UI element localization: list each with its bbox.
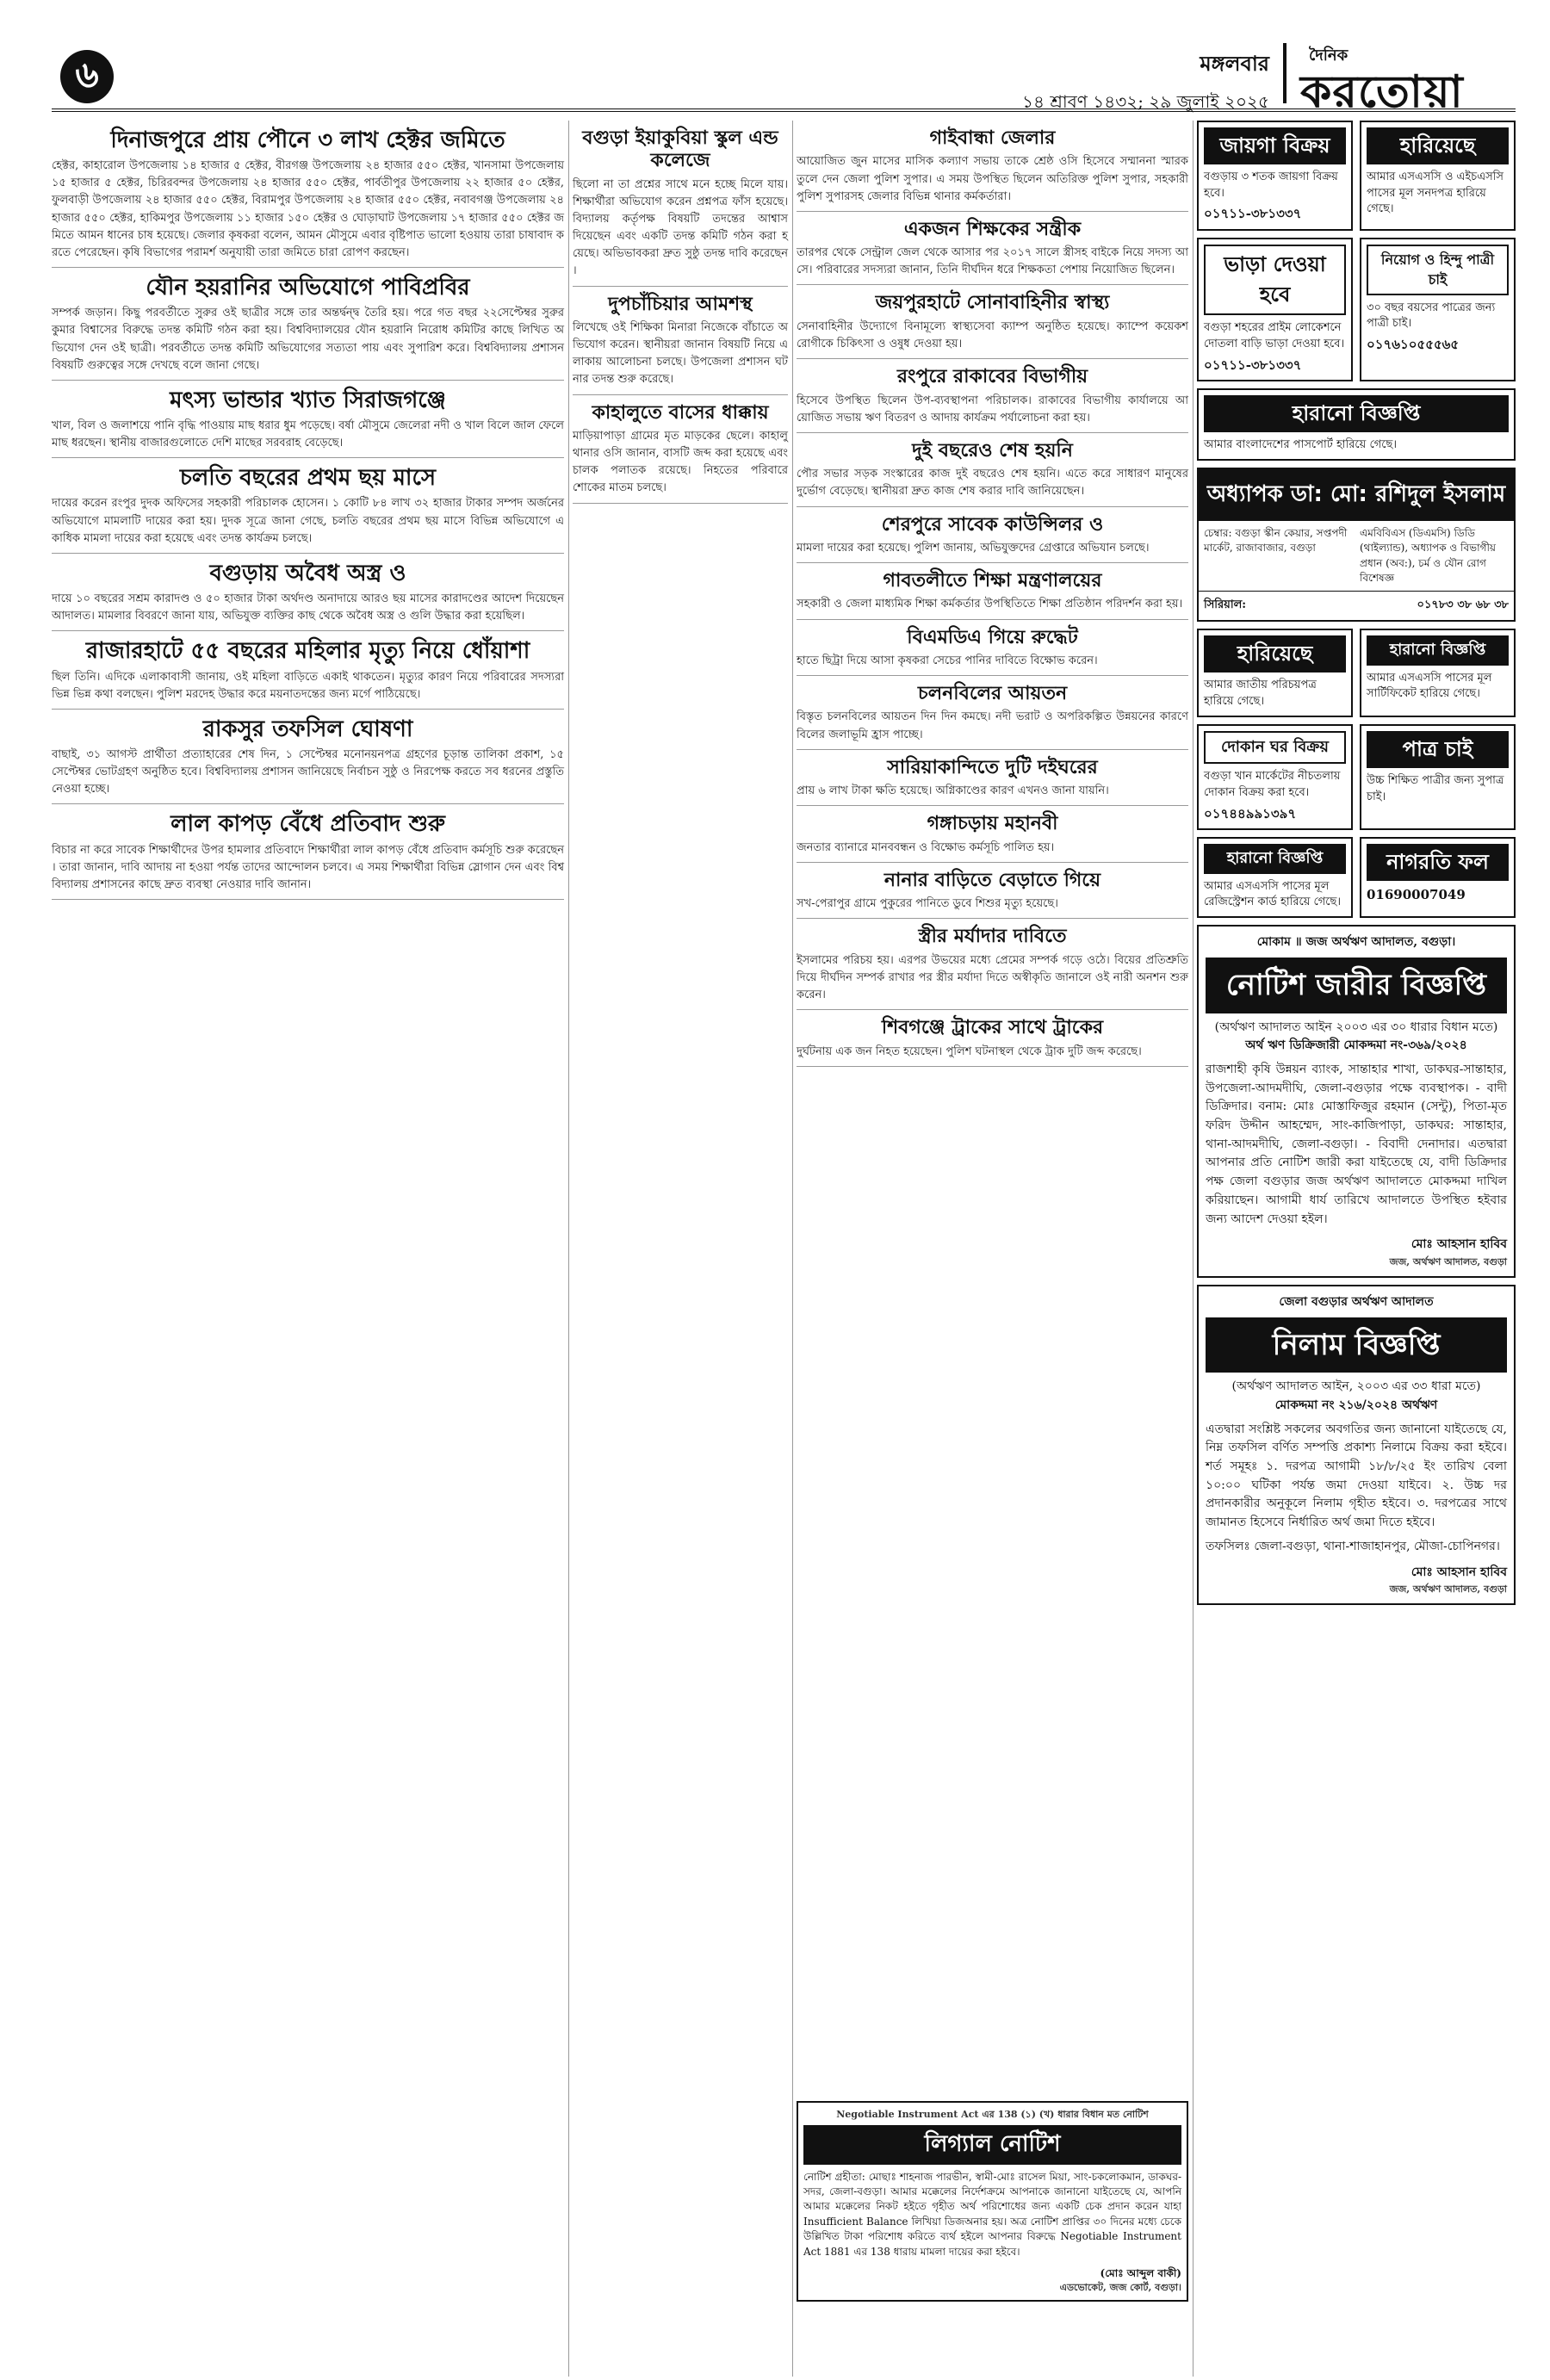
ad-title: হারানো বিজ্ঞপ্তি <box>1367 635 1509 665</box>
story-headline: একজন শিক্ষকের সন্ত্রীক <box>903 218 1082 240</box>
notice-case: মোকদ্দমা নং ২১৬/২০২৪ অর্থঋণ <box>1274 1398 1438 1412</box>
story-body: খাল, বিল ও জলাশয়ে পানি বৃদ্ধি পাওয়ায় মাছ ধরার ধুম পড়েছে। বর্ষা মৌসুমে জেলেরা নদী ও খাল বিলে জাল ফেলে মাছ ধরছেন। স্থানীয় বাজারগুলোতে দেশি মাছের সরবরাহ বেড়েছে। <box>52 418 564 450</box>
story-headline: নানার বাড়িতে বেড়াতে গিয়ে <box>884 869 1101 891</box>
news-story <box>573 287 788 395</box>
doctor-name: অধ্যাপক ডা: মো: রশিদুল ইসলাম <box>1199 469 1514 521</box>
story-headline: শেরপুরে সাবেক কাউন্সিলর ও <box>881 513 1104 536</box>
doctor-phone: ০১৭৮৩ ৩৮ ৬৮ ৩৮ <box>1417 598 1509 612</box>
ad-text: উচ্চ শিক্ষিত পাত্রীর জন্য সুপাত্র চাই। <box>1367 773 1504 803</box>
notice-title: নিলাম বিজ্ঞপ্তি <box>1206 1317 1507 1373</box>
story-body: হেক্টর, কাহারোল উপজেলায় ১৪ হাজার ৫ হেক্টর, বীরগঞ্জ উপজেলায় ২৪ হাজার ৫৫০ হেক্টর, খানসামা উপজেলায় ১৫ হাজার ৫ হেক্টর, চিরিরবন্দর উপজেলায় ২৪ হাজার ৫৫০ হেক্টর, পার্বতীপুর উপজেলায় ২২ হাজার ৫০ হেক্টর, ফুলবাড়ী উপজেলায় ২৪ হাজার ৫৫০ হেক্টর, বিরামপুর উপজেলায় ২৪ হাজার ৫৫০ হেক্টর, নবাবগঞ্জ উপজেলায় ২৪ হাজার ৫৫০ হেক্টর, হাকিমপুর উপজেলায় ১১ হাজার ১৫০ হেক্টর ও ঘোড়াঘাট উপজেলায় ১৭ হাজার ৫৫০ হেক্টর জমিতে আমন ধানের চাষ হয়েছে। জেলার কৃষকরা বলেন, আমন মৌসুমে এবার বৃষ্টিপাত ভালো হওয়ায় তারা চাষাবাদ করতে পেরেছেন। কৃষি বিভাগের পরামর্শ অনুযায়ী তারা জমিতে চারা রোপণ করছেন। <box>52 159 564 259</box>
news-story <box>797 676 1188 750</box>
ad-text: আমার এসএসসি ও এইচএসসি পাসের মূল সনদপত্র হারিয়ে গেছে। <box>1367 170 1504 216</box>
news-story <box>797 212 1188 286</box>
ad-lost-2 <box>1197 629 1353 716</box>
story-body: ছিলো না তা প্রশ্নের সাথে মনে হচ্ছে মিলে যায়। শিক্ষার্থীরা অভিযোগ করেন প্রশ্নপত্র ফাঁস হয়েছে। বিদ্যালয় কর্তৃপক্ষ বিষয়টি তদন্তের আশ্বাস দিয়েছেন এবং একটি তদন্ত কমিটি গঠন করা হয়েছে। অভিভাবকরা দ্রুত সুষ্ঠু তদন্ত দাবি করেছেন। <box>573 177 788 278</box>
story-headline: গাইবান্ধা জেলার <box>929 127 1056 149</box>
logo-small: দৈনিক <box>1309 46 1348 65</box>
ad-shop-sale <box>1197 724 1353 831</box>
ad-title: ভাড়া দেওয়া হবে <box>1204 245 1346 315</box>
legal-notice-title: লিগ্যাল নোটিশ <box>803 2125 1181 2165</box>
story-headline: দুপচাঁচিয়ার আমশস্থ <box>608 293 753 315</box>
notice-head: জেলা বগুড়ার অর্থঋণ আদালত <box>1279 1294 1434 1309</box>
story-body: সেনাবাহিনীর উদ্যোগে বিনামূল্যে স্বাস্থ্যসেবা ক্যাম্প অনুষ্ঠিত হয়েছে। ক্যাম্পে কয়েকশ রোগীকে চিকিৎসা ও ওষুধ দেওয়া হয়। <box>797 319 1188 351</box>
story-body: সহকারী ও জেলা মাধ্যমিক শিক্ষা কর্মকর্তার উপস্থিতিতে শিক্ষা প্রতিষ্ঠান পরিদর্শন করা হয়। <box>797 598 1183 611</box>
page-number: ৬ <box>60 50 114 103</box>
ad-text: আমার এসএসসি পাসের মূল সার্টিফিকেট হারিয়ে গেছে। <box>1367 671 1492 701</box>
story-headline: কাহালুতে বাসের ধাক্কায় <box>592 401 769 424</box>
ad-text: ৩০ বছর বয়সের পাত্রের জন্য পাত্রী চাই। <box>1367 301 1496 331</box>
news-story <box>797 620 1188 677</box>
story-body: মাড়িয়াপাড়া গ্রামের মৃত মাড়কের ছেলে। কাহালু থানার ওসি জানান, বাসটি জব্দ করা হয়েছে এবং চালক পলাতক রয়েছে। নিহতের পরিবারে শোকের মাতম চলছে। <box>573 429 788 495</box>
ad-text: বগুড়ায় ৩ শতক জায়গা বিক্রয় হবে। <box>1204 170 1338 200</box>
news-story <box>797 919 1188 1010</box>
story-body: হাতে ছিট্রা দিয়ে আসা কৃষকরা সেচের পানির দাবিতে বিক্ষোভ করেন। <box>797 654 1098 667</box>
news-story <box>52 804 564 900</box>
ad-title: হারিয়েছে <box>1204 635 1346 672</box>
masthead-day: মঙ্গলবার <box>1200 51 1269 76</box>
news-story <box>52 268 564 381</box>
story-headline: গঙ্গাচড়ায় মহানবী <box>927 813 1058 835</box>
story-body: বাছাই, ৩১ আগস্ট প্রার্থীতা প্রত্যাহারের শেষ দিন, ১ সেপ্টেম্বর মনোনয়নপত্র গ্রহণের চূড়ান্ত তালিকা প্রকাশ, ১৫ সেপ্টেম্বর ভোটগ্রহণ অনুষ্ঠিত হবে। বিশ্ববিদ্যালয় প্রশাসন জানিয়েছে নির্বাচন সুষ্ঠু ও নিরপেক্ষ করতে সব ধরনের প্রস্তুতি নেওয়া হচ্ছে। <box>52 747 564 796</box>
notice-schedule: তফসিলঃ জেলা-বগুড়া, থানা-শাজাহানপুর, মৌজা-চোপিনগর। <box>1206 1539 1500 1553</box>
masthead <box>52 43 1516 118</box>
news-story <box>52 121 564 268</box>
notice-signer-title: জজ, অর্থঋণ আদালত, বগুড়া <box>1389 1255 1507 1267</box>
news-story <box>797 563 1188 620</box>
story-headline: জয়পুরহাটে সোনাবাহিনীর স্বাস্থ্য <box>875 292 1110 314</box>
ad-lost-3 <box>1360 629 1516 716</box>
notice-case: অর্থ ঋণ ডিক্রিজারী মোকদ্দমা নং-৩৬৯/২০২৪ <box>1245 1038 1467 1053</box>
ad-title: নাগরতি ফল <box>1367 844 1509 881</box>
legal-notice-signer: (মোঃ আব্দুল বাকী) <box>1100 2266 1181 2279</box>
column-rule <box>568 121 569 2377</box>
news-column-2 <box>573 121 788 504</box>
news-column-3 <box>797 121 1188 1067</box>
doctor-qualification: এমবিবিএস (ডিএমসি) ডিডি (থাইল্যান্ড), অধ্যাপক ও বিভাগীয় প্রধান (অব:), চর্ম ও যৌন রোগ বিশেষজ্ঞ <box>1360 526 1496 585</box>
story-headline: রংপুরে রাকাবের বিভাগীয় <box>896 366 1088 388</box>
ad-bride-wanted <box>1360 238 1516 381</box>
story-body: তারপর থেকে সেন্ট্রাল জেল থেকে আসার পর ২০১৭ সালে স্ত্রীসহ বাইকে নিয়ে সদস্য আসে। পরিবারের সদস্যরা জানান, তিনি দীর্ঘদিন ধরে শিক্ষকতা পেশায় নিয়োজিত ছিলেন। <box>797 246 1188 277</box>
story-body: সখ-পেরাপুর গ্রামে পুকুরের পানিতে ডুবে শিশুর মৃত্যু হয়েছে। <box>797 897 1058 911</box>
story-body: প্রায় ৬ লাখ টাকা ক্ষতি হয়েছে। অগ্নিকাণ্ডের কারণ এখনও জানা যায়নি। <box>797 784 1109 798</box>
logo-big: করতোয়া <box>1300 66 1464 118</box>
ad-phone: ০১৭৬১০৫৫৫৬৫ <box>1367 337 1460 353</box>
news-column-1 <box>52 121 564 900</box>
ad-row <box>1197 121 1516 238</box>
masthead-right <box>1022 43 1516 118</box>
news-story <box>52 381 564 458</box>
ad-text: বগুড়া শহরের প্রাইম লোকেশনে দোতলা বাড়ি ভাড়া দেওয়া হবে। <box>1204 320 1345 350</box>
ad-text: আমার এসএসসি পাসের মূল রেজিস্ট্রেশন কার্ড হারিয়ে গেছে। <box>1204 879 1342 909</box>
notice-sub: (অর্থঋণ আদালত আইন ২০০৩ এর ৩০ ধারার বিধান মতে) <box>1214 1020 1498 1034</box>
legal-notice-signer-title: এডভোকেট, জজ কোর্ট, বগুড়া। <box>1059 2282 1181 2294</box>
legal-notice-head: Negotiable Instrument Act এর 138 (১) (খ) ধারার বিধান মত নোটিশ <box>836 2109 1149 2120</box>
ad-lost-4 <box>1197 837 1353 918</box>
notice-title: নোটিশ জারীর বিজ্ঞপ্তি <box>1206 958 1507 1013</box>
news-story <box>52 631 564 709</box>
classified-ads <box>1197 121 1516 1612</box>
masthead-fulldate: ১৪ শ্রাবণ ১৪৩২; ২৯ জুলাই ২০২৫ <box>1022 91 1269 112</box>
story-headline: বগুড়া ইয়াকুবিয়া স্কুল এন্ড কলেজে <box>582 127 778 172</box>
ad-phone: ০১৭১১-৩৮১৩৩৭ <box>1204 206 1302 222</box>
notice-body: রাজশাহী কৃষি উন্নয়ন ব্যাংক, সান্তাহার শাখা, ডাকঘর-সান্তাহার, উপজেলা-আদমদীঘি, জেলা-বগুড়ার পক্ষে ব্যবস্থাপক। - বাদী ডিক্রিদার। বনাম: মোঃ মোস্তাফিজুর রহমান (সেন্টু), পিতা-মৃত ফরিদ উদ্দীন আহম্মেদ, সাং-কাজিপাড়া, ডাকঘর: সান্তাহার, থানা-আদমদীঘি, জেলা-বগুড়া। - বিবাদী দেনাদার। এতদ্বারা আপনার প্রতি নোটিশ জারী করা যাইতেছে যে, বাদী ডিক্রিদার পক্ষ জেলা বগুড়ার জজ অর্থঋণ আদালতে মোকদ্দমা দাখিল করিয়াছেন। আগামী ধার্য তারিখে আদালতে উপস্থিত হইবার জন্য আদেশ দেওয়া হইল। <box>1206 1063 1507 1226</box>
doctor-chamber: চেম্বার: বগুড়া স্কীন কেয়ার, সপ্তপদী মার্কেট, রাজাবাজার, বগুড়া <box>1204 526 1348 555</box>
legal-notice-body: নোটিশ গ্রহীতা: মোছাঃ শাহনাজ পারভীন, স্বামী-মোঃ রাসেল মিয়া, সাং-চকলোকমান, ডাকঘর-সদর, জেলা-বগুড়া। আমার মক্কেলের নির্দেশক্রমে আপনাকে জানানো যাইতেছে যে, আপনি আমার মক্কেলের নিকট হইতে গৃহীত অর্থ পরিশোধের জন্য একটি চেক প্রদান করেন যাহা Insufficient Balance লিখিয়া ডিজঅনার হয়। অত্র নোটিশ প্রাপ্তির ৩০ দিনের মধ্যে চেকে উল্লিখিত টাকা পরিশোধ করিতে ব্যর্থ হইলে আপনার বিরুদ্ধে Negotiable Instrument Act 1881 এর 138 ধারায় মামলা দায়ের করা হইবে। <box>803 2170 1181 2258</box>
story-body: লিখেছে ওই শিক্ষিকা মিনারা নিজেকে বাঁচাতে অভিযোগ করেন। স্থানীয়রা জানান বিষয়টি নিয়ে এলাকায় আলোচনা চলছে। উপজেলা প্রশাসন ঘটনার তদন্ত শুরু করেছে। <box>573 321 788 387</box>
ad-phone: 01690007049 <box>1367 887 1466 903</box>
notice-auction <box>1197 1285 1516 1605</box>
story-body: দায়ের করেন রংপুর দুদক অফিসের সহকারী পরিচালক হোসেন। ১ কোটি ৮৪ লাখ ৩২ হাজার টাকার সম্পদ অর্জনের অভিযোগে মামলাটি দায়ের করা হয়। দুদক সূত্রে জানা গেছে, চলতি বছরের প্রথম ছয় মাসে বিভিন্ন অভিযোগে একাধিক মামলা দায়ের করা হয়েছে এবং তদন্ত কার্যক্রম চলছে। <box>52 497 564 545</box>
story-headline: বিএমডিএ গিয়ে রুদ্ধেট <box>907 626 1078 648</box>
story-headline: সারিয়াকান্দিতে দুটি দইঘরের <box>887 756 1098 778</box>
doctor-serial <box>1199 591 1514 620</box>
story-body: ইসলামের পরিচয় হয়। এরপর উভয়ের মধ্যে প্রেমের সম্পর্ক গড়ে ওঠে। বিয়ের প্রতিশ্রুতি দিয়ে দীর্ঘদিন সম্পর্ক রাখার পর স্ত্রীর মর্যাদা দিতে অস্বীকৃতি জানালে ওই নারী অনশন শুরু করেন। <box>797 953 1188 1002</box>
story-headline: স্ত্রীর মর্যাদার দাবিতে <box>918 926 1067 948</box>
ad-row <box>1197 837 1516 925</box>
ad-groom-wanted <box>1360 724 1516 831</box>
ad-title: হারিয়েছে <box>1367 127 1509 164</box>
story-headline: লাল কাপড় বেঁধে প্রতিবাদ শুরু <box>170 811 445 838</box>
ad-lost <box>1360 121 1516 231</box>
column-rule <box>792 121 793 2377</box>
news-story <box>797 507 1188 564</box>
ad-title: হারানো বিজ্ঞপ্তি <box>1204 395 1509 432</box>
ad-text: আমার বাংলাদেশের পাসপোর্ট হারিয়ে গেছে। <box>1204 438 1397 452</box>
story-headline: গাবতলীতে শিক্ষা মন্ত্রণালয়ের <box>883 570 1102 592</box>
story-headline: দুই বছরেও শেষ হয়নি <box>912 439 1073 462</box>
notice-signer: মোঃ আহসান হাবিব <box>1410 1565 1507 1579</box>
doctor-serial-label: সিরিয়াল: <box>1204 598 1247 612</box>
ad-rent <box>1197 238 1353 381</box>
news-story <box>797 1010 1188 1067</box>
notice-sub: (অর্থঋণ আদালত আইন, ২০০৩ এর ৩৩ ধারা মতে) <box>1231 1379 1481 1394</box>
news-story <box>797 285 1188 359</box>
ad-land-sale <box>1197 121 1353 231</box>
story-headline: চলনবিলের আয়তন <box>917 683 1068 705</box>
story-body: বিস্তৃত চলনবিলের আয়তন দিন দিন কমছে। নদী ভরাট ও অপরিকল্পিত উন্নয়নের কারণে বিলের জলাভূমি হ্রাস পাচ্ছে। <box>797 710 1188 741</box>
ad-title: দোকান ঘর বিক্রয় <box>1204 731 1346 764</box>
news-story <box>52 710 564 805</box>
news-story <box>797 121 1188 212</box>
ad-title: নিয়োগ ও হিন্দু পাত্রী চাই <box>1367 245 1509 294</box>
story-body: হিসেবে উপস্থিত ছিলেন উপ-ব্যবস্থাপনা পরিচালক। রাকাবের বিভাগীয় কার্যালয়ে আয়োজিত সভায় ঋণ বিতরণ ও আদায় কার্যক্রম পর্যালোচনা করা হয়। <box>797 394 1188 425</box>
ad-phone: ০১৭৪৪৯৯১৩৯৭ <box>1204 805 1297 821</box>
notice-signer-title: জজ, অর্থঋণ আদালত, বগুড়া <box>1389 1584 1507 1596</box>
story-headline: বগুড়ায় অবৈধ অস্ত্র ও <box>209 560 406 586</box>
news-story <box>52 458 564 554</box>
ad-lost-notice <box>1197 388 1516 461</box>
story-headline: যৌন হয়রানির অভিযোগে পাবিপ্রবির <box>146 275 470 301</box>
story-body: মামলা দায়ের করা হয়েছে। পুলিশ জানায়, অভিযুক্তদের গ্রেপ্তারে অভিযান চলছে। <box>797 541 1150 555</box>
news-story <box>797 750 1188 807</box>
story-headline: রাজারহাটে ৫৫ বছরের মহিলার মৃত্যু নিয়ে ধোঁয়াশা <box>85 638 530 665</box>
notice-service <box>1197 925 1516 1278</box>
ad-doctor <box>1197 468 1516 623</box>
newspaper-logo <box>1300 43 1516 118</box>
news-story <box>797 863 1188 920</box>
story-headline: চলতি বছরের প্রথম ছয় মাসে <box>179 465 437 492</box>
ad-row <box>1197 724 1516 838</box>
ad-title: জায়গা বিক্রয় <box>1204 127 1346 164</box>
masthead-date <box>1022 43 1269 118</box>
column-rule <box>1193 121 1194 2377</box>
notice-head: মোকাম ॥ জজ অর্থঋণ আদালত, বগুড়া। <box>1256 935 1456 950</box>
story-body: সম্পর্ক জড়ান। কিছু পরবর্তীতে সুরুর ওই ছাত্রীর সঙ্গে তার অন্তর্দ্বন্দ্ব তৈরি হয়। পরে গত বছর ২২সেপ্টেম্বর সুরুর কুমার বিশ্বাসের বিরুদ্ধে তদন্ত কমিটি গঠন করা হয়। বিশ্ববিদ্যালয়ের যৌন হয়রানি নিরোধ কমিটির কাছে লিখিত অভিযোগ দেন ওই ছাত্রী। পরবর্তীতে তদন্ত কমিটি অভিযোগের সত্যতা পায় এবং সুপারিশ করে। বিশ্ববিদ্যালয় প্রশাসন বিষয়টি গুরুত্বের সঙ্গে দেখছে বলে জানা গেছে। <box>52 307 564 372</box>
news-story <box>573 395 788 504</box>
story-body: ছিল তিনি। এদিকে এলাকাবাসী জানায়, ওই মহিলা বাড়িতে একাই থাকতেন। মৃত্যুর কারণ নিয়ে পরিবারের সদস্যরা ভিন্ন ভিন্ন কথা বলছেন। পুলিশ মরদেহ উদ্ধার করে ময়নাতদন্তের জন্য মর্গে পাঠিয়েছে। <box>52 670 564 701</box>
ad-title: পাত্র চাই <box>1367 731 1509 768</box>
news-story <box>797 433 1188 507</box>
news-story <box>797 806 1188 863</box>
news-story <box>797 359 1188 433</box>
ad-title: হারানো বিজ্ঞপ্তি <box>1204 844 1346 873</box>
story-body: জনতার ব্যানারে মানববন্ধন ও বিক্ষোভ কর্মসূচি পালিত হয়। <box>797 840 1055 854</box>
ad-phone: ০১৭১১-৩৮১৩৩৭ <box>1204 356 1302 373</box>
ad-row <box>1197 629 1516 723</box>
masthead-divider <box>1283 43 1286 103</box>
story-body: বিচার না করে সাবেক শিক্ষার্থীদের উপর হামলার প্রতিবাদে শিক্ষার্থীরা লাল কাপড় বেঁধে প্রতিবাদ কর্মসূচি শুরু করেছেন। তারা জানান, দাবি আদায় না হওয়া পর্যন্ত তাদের আন্দোলন চলবে। এ সময় শিক্ষার্থীরা বিভিন্ন স্লোগান দেন এবং বিশ্ববিদ্যালয় প্রশাসনের কাছে দ্রুত ব্যবস্থা নেওয়ার দাবি জানান। <box>52 843 564 891</box>
news-story <box>52 554 564 631</box>
ad-row <box>1197 238 1516 388</box>
legal-notice <box>797 2101 1188 2302</box>
doctor-body <box>1199 521 1514 592</box>
story-body: আয়োজিত জুন মাসের মাসিক কল্যাণ সভায় তাকে শ্রেষ্ঠ ওসি হিসেবে সম্মাননা স্মারক তুলে দেন জেলা পুলিশ সুপার। এ সময় উপস্থিত ছিলেন অতিরিক্ত পুলিশ সুপার, সহকারী পুলিশ সুপারসহ জেলার বিভিন্ন থানার কর্মকর্তারা। <box>797 155 1188 203</box>
news-story <box>573 121 788 287</box>
story-headline: দিনাজপুরে প্রায় পৌনে ৩ লাখ হেক্টর জমিতে <box>110 127 505 153</box>
story-body: দায়ে ১০ বছরের সশ্রম কারাদণ্ড ও ৫০ হাজার টাকা অর্থদণ্ড অনাদায়ে আরও ছয় মাসের কারাদণ্ডের আদেশ দিয়েছেন আদালত। মামলার বিবরণে জানা যায়, অভিযুক্ত ব্যক্তির কাছ থেকে অবৈধ অস্ত্র ও গুলি উদ্ধার করা হয়েছিল। <box>52 592 564 623</box>
story-body: পৌর সভার সড়ক সংস্কারের কাজ দুই বছরেও শেষ হয়নি। এতে করে সাধারণ মানুষের দুর্ভোগ বেড়েছে। স্থানীয়রা দ্রুত কাজ শেষ করার দাবি জানিয়েছেন। <box>797 468 1188 499</box>
story-headline: মৎস্য ভান্ডার খ্যাত সিরাজগঞ্জে <box>170 387 446 413</box>
ad-text: বগুড়া খান মার্কেটের নীচতলায় দোকান বিক্রয় করা হবে। <box>1204 770 1341 799</box>
ad-herbal <box>1360 837 1516 918</box>
notice-signer: মোঃ আহসান হাবিব <box>1410 1237 1507 1252</box>
ad-text: আমার জাতীয় পরিচয়পত্র হারিয়ে গেছে। <box>1204 679 1317 709</box>
notice-body: এতদ্বারা সংশ্লিষ্ট সকলের অবগতির জন্য জানানো যাইতেছে যে, নিম্ন তফসিল বর্ণিত সম্পত্তি প্রকাশ্য নিলামে বিক্রয় করা হইবে। শর্ত সমূহঃ ১. দরপত্র আগামী ১৮/৮/২৫ ইং তারিখ বেলা ১০:০০ ঘটিকা পর্যন্ত জমা দেওয়া যাইবে। ২. উচ্চ দর প্রদানকারীর অনুকূলে নিলাম গৃহীত হইবে। ৩. দরপত্রের সাথে জামানত হিসেবে নির্ধারিত অর্থ জমা দিতে হইবে। <box>1206 1422 1507 1530</box>
story-body: দুর্ঘটনায় এক জন নিহত হয়েছেন। পুলিশ ঘটনাস্থল থেকে ট্রাক দুটি জব্দ করেছে। <box>797 1044 1142 1058</box>
story-headline: রাকসুর তফসিল ঘোষণা <box>202 716 413 742</box>
story-headline: শিবগঞ্জে ট্রাকের সাথে ট্রাকের <box>881 1017 1104 1039</box>
